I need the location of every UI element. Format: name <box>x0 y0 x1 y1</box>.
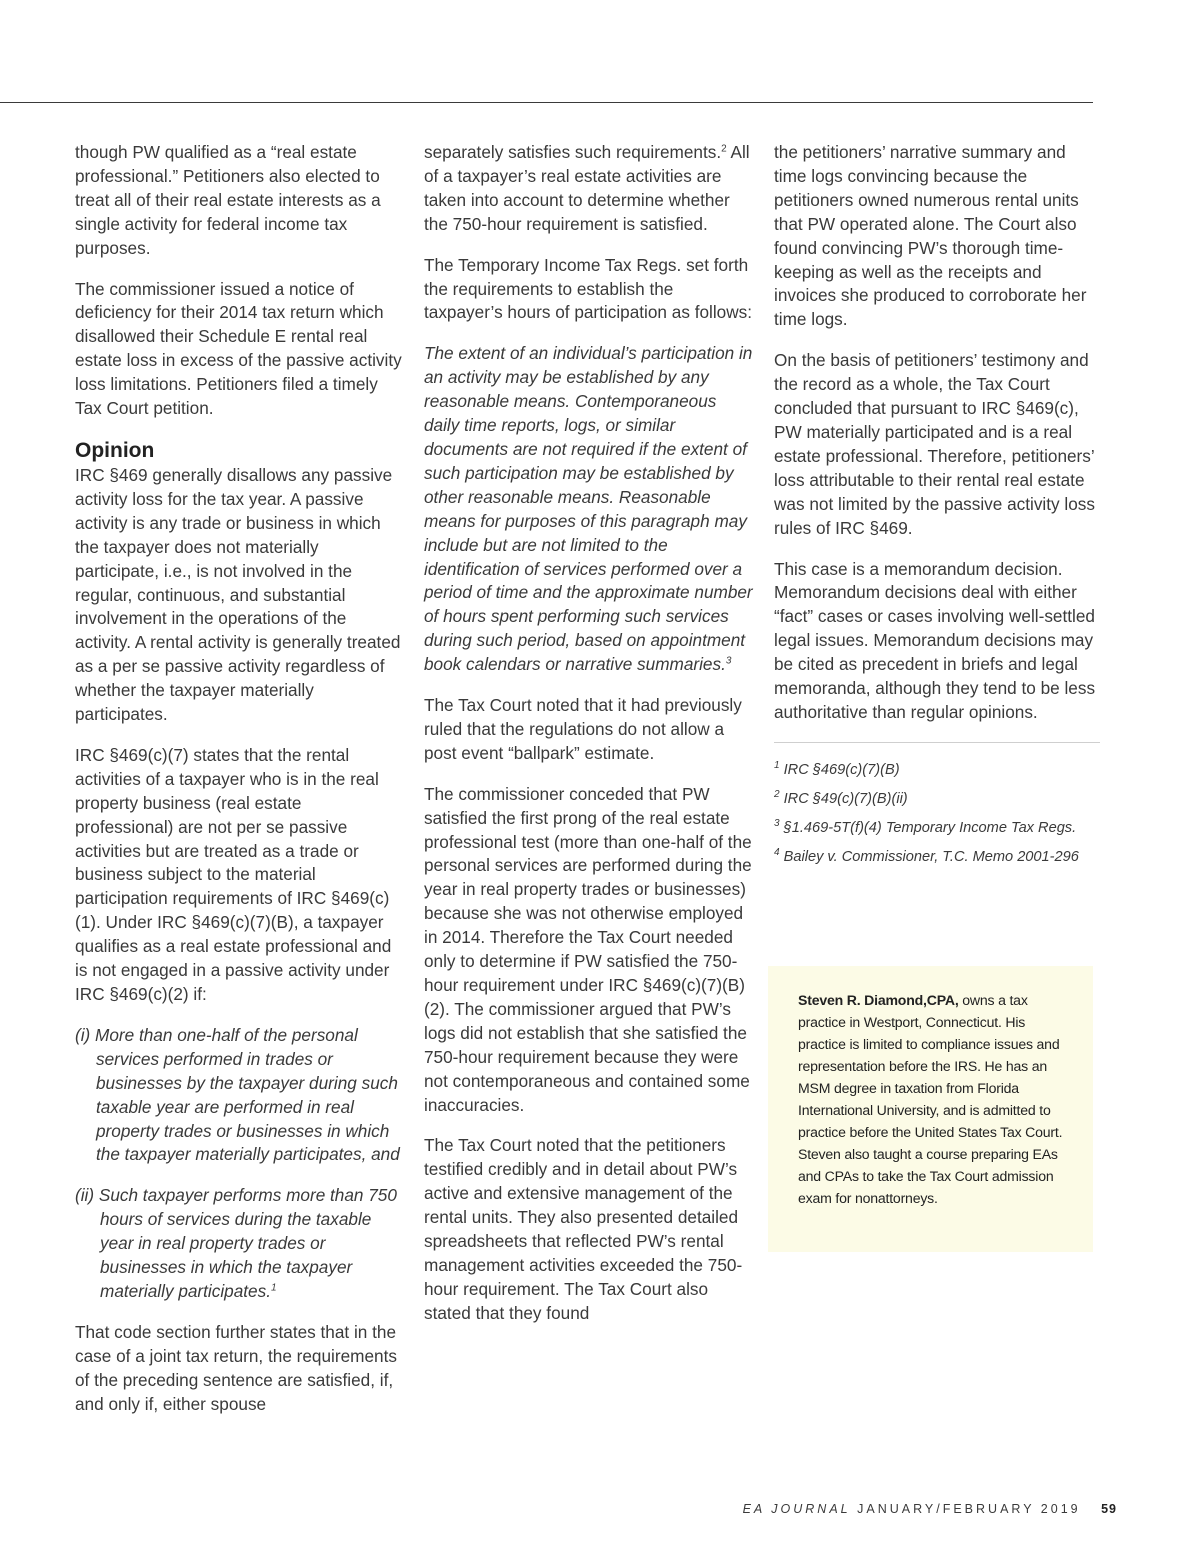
paragraph: The commissioner conceded that PW satisfied the first prong of the real estate professional test (more than one-half of the personal services are performed during the year in real property trades or businesses) because she was not otherwise employed in 2014. Therefore the Tax Court needed only to determine if PW satisfied the 750-hour requirement under IRC §469(c)(7)(B)(2). The commissioner argued that PW’s logs did not establish that she satisfied the 750-hour requirement because they were not contemporaneous and contained some inaccuracies. <box>424 783 752 1115</box>
block-quote <box>424 342 754 677</box>
list-item-text: (ii) Such taxpayer performs more than 750 hours of services during the taxable year in real property trades or businesses in which the taxpayer materially participates. <box>75 1185 397 1301</box>
paragraph-text: All of a taxpayer’s real estate activities are taken into account to determine whether the 750-hour requirement is satisfied. <box>424 142 750 234</box>
footnote <box>774 818 1100 838</box>
footnote-ref: 1 <box>271 1282 277 1294</box>
footnote-number: 2 <box>774 788 780 800</box>
issue-date: JANUARY/FEBRUARY 2019 <box>857 1502 1081 1516</box>
paragraph: The Tax Court noted that the petitioners testified credibly and in detail about PW’s active and extensive management of the rental units. They also presented detailed spreadsheets that reflected PW’s rental management activities exceeded the 750-hour requirement. The Tax Court also stated that they found <box>424 1135 743 1323</box>
footnote-number: 4 <box>774 846 780 858</box>
footnote-ref: 3 <box>725 655 732 667</box>
paragraph <box>424 141 754 237</box>
list-item <box>75 1184 403 1304</box>
paragraph: That code section further states that in the case of a joint tax return, the requirements of the preceding sentence are satisfied, if, and only if, either spouse <box>75 1321 397 1414</box>
footnotes <box>774 760 1100 867</box>
footnote-divider <box>774 742 1100 743</box>
paragraph: The Tax Court noted that it had previously ruled that the regulations do not allow a post event “ballpark” estimate. <box>424 695 742 763</box>
list-item: (i) More than one-half of the personal services performed in trades or businesses by the taxpayer during such taxable year are performed in real property trades or businesses in which the taxpayer materially participates, and <box>75 1024 400 1165</box>
paragraph: though PW qualified as a “real estate professional.” Petitioners also elected to treat all of their real estate interests as a single activity for federal income tax purposes. <box>75 142 381 258</box>
column-3 <box>774 141 1100 876</box>
paragraph: the petitioners’ narrative summary and time logs convincing because the petitioners owned numerous rental units that PW operated alone. The Court also found convincing PW’s thorough time-keeping as well as the receipts and invoices she produced to corroborate her time logs. <box>774 142 1087 330</box>
paragraph: The Temporary Income Tax Regs. set forth the requirements to establish the taxpayer’s hours of participation as follows: <box>424 254 753 323</box>
footnote-text: §1.469-5T(f)(4) Temporary Income Tax Regs. <box>783 819 1077 836</box>
section-heading: Opinion <box>75 438 155 462</box>
footnote-text: IRC §469(c)(7)(B) <box>783 761 900 778</box>
footnote-ref: 2 <box>721 143 727 155</box>
header-rule <box>0 102 1093 103</box>
footnote-text: IRC §49(c)(7)(B)(ii) <box>783 790 908 807</box>
author-name: Steven R. Diamond,CPA, <box>798 992 959 1008</box>
page-footer <box>743 1502 1117 1516</box>
footnote <box>774 847 1100 867</box>
paragraph: The commissioner issued a notice of deficiency for their 2014 tax return which disallowed their Schedule E rental real estate loss in excess of the passive activity loss limitations. Petitioners filed a timely Tax Court petition. <box>75 278 402 419</box>
paragraph-text: separately satisfies such requirements. <box>424 142 722 162</box>
footnote-number: 1 <box>774 759 780 771</box>
author-bio-text: owns a tax practice in Westport, Connecticut. His practice is limited to compliance issues and representation before the IRS. He has an MSM degree in taxation from Florida International University, and is admitted to practice before the United States Tax Court. Steven also taught a course preparing EAs and CPAs to take the Tax Court admission exam for nonattorneys. <box>798 992 1063 1206</box>
footnote <box>774 760 1100 780</box>
paragraph: IRC §469 generally disallows any passive activity loss for the tax year. A passive activity is any trade or business in which the taxpayer does not materially participate, i.e., is not involved in the regular, continuous, and substantial involvement in the operations of the activity. A rental activity is generally treated as a per se passive activity regardless of whether the taxpayer materially participates. <box>75 464 401 725</box>
footnote-number: 3 <box>774 817 780 829</box>
quote-text: The extent of an individual’s participation in an activity may be established by any reasonable means. Contemporaneous daily time reports, logs, or similar documents are not required if the extent of such participation may be established by other reasonable means. Reasonable means for purposes of this paragraph may include but are not limited to the identification of services performed over a period of time and the approximate number of hours spent performing such services during such period, based on appointment book calendars or narrative summaries. <box>424 343 753 675</box>
author-bio-box <box>768 966 1093 1252</box>
paragraph: This case is a memorandum decision. Memorandum decisions deal with either “fact” cases or cases involving well-settled legal issues. Memorandum decisions may be cited as precedent in briefs and legal memoranda, although they tend to be less authoritative than regular opinions. <box>774 558 1096 722</box>
column-2 <box>424 141 754 1343</box>
footnote <box>774 789 1100 809</box>
column-1 <box>75 141 403 1434</box>
paragraph: IRC §469(c)(7) states that the rental activities of a taxpayer who is in the real property business (real estate professional) are not per se passive activities but are treated as a trade or business subject to the material participation requirements of IRC §469(c)(1). Under IRC §469(c)(7)(B), a taxpayer qualifies as a real estate professional and is not engaged in a passive activity under IRC §469(c)(2) if: <box>75 744 392 1004</box>
footnote-text: Bailey v. Commissioner, T.C. Memo 2001-296 <box>783 848 1079 865</box>
paragraph: On the basis of petitioners’ testimony and the record as a whole, the Tax Court concluded that pursuant to IRC §469(c), PW materially participated and is a real estate professional. Therefore, petitioners’ loss attributable to their rental real estate was not limited by the passive activity loss rules of IRC §469. <box>774 350 1095 538</box>
journal-name: EA JOURNAL <box>742 1502 851 1516</box>
page-number: 59 <box>1101 1502 1117 1516</box>
